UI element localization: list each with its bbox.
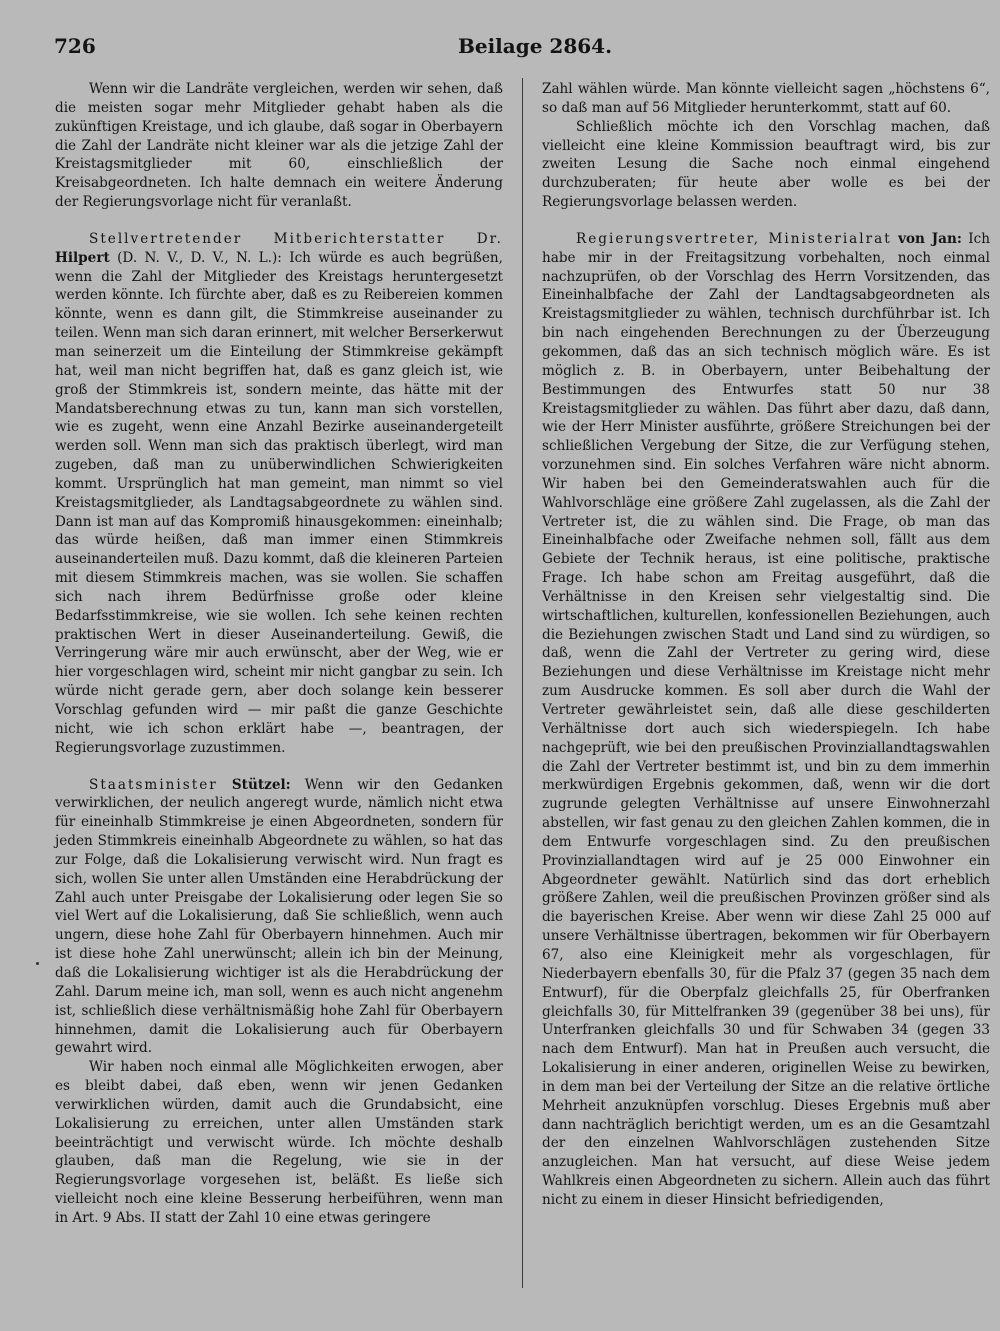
speaker-name: Hilpert <box>55 249 110 266</box>
page-title: Beilage 2864. <box>457 34 613 58</box>
paragraph: Schließlich möchte ich den Vorschlag machen, daß vielleicht eine kleine Kommission beauftragt wird, bis zur zweiten Lesung die Sache noch einmal eingehend durchzuberaten; für heute aber wolle es bei der Regierungsvorlage belassen werden. <box>542 118 990 211</box>
paragraph-gap <box>55 758 503 776</box>
right-column <box>542 80 990 1210</box>
speech-paragraph <box>55 230 503 758</box>
speaker-name: Stützel: <box>231 776 291 793</box>
print-speck <box>36 962 39 965</box>
speech-paragraph <box>55 776 503 1059</box>
speech-text: Wenn wir den Gedanken verwirklichen, der neulich angeregt wurde, nämlich nicht etwa für eineinhalb Stimmkreise je einen Abgeordneten, sondern für jeden Stimmkreis eineinhalb Abgeordnete zu wählen, so hat das zur Folge, daß die Lokalisierung verwischt wird. Nun fragt es sich, wollen Sie unter allen Umständen eine Herabdrückung der Zahl auch unter Preisgabe der Lokalisierung oder legen Sie so viel Wert auf die Lokalisierung, daß Sie schließlich, wenn auch ungern, diese hohe Zahl für Oberbayern hinnehmen. Auch mir ist diese hohe Zahl unerwünscht; allein ich bin der Meinung, daß die Lokalisierung wichtiger ist als die Herabdrückung der Zahl. Darum meine ich, man soll, wenn es auch nicht angenehm ist, schließlich diese verhältnismäßig hohe Zahl für Oberbayern hinnehmen, damit die Lokalisierung auch für Oberbayern gewahrt wird. <box>55 776 503 1057</box>
paragraph: Zahl wählen würde. Man könnte vielleicht sagen „höchstens 6“, so daß man auf 56 Mitglieder herunterkommt, statt auf 60. <box>542 81 990 116</box>
paragraph: Wenn wir die Landräte vergleichen, werden wir sehen, daß die meisten sogar mehr Mitglieder gehabt haben als die zukünftigen Kreistage, und ich glaube, daß sogar in Oberbayern die Zahl der Landräte nicht kleiner war als die jetzige Zahl der Kreistagsmitglieder mit 60, einschließlich der Kreisabgeordneten. Ich halte demnach ein weitere Änderung der Regierungsvorlage nicht für veranlaßt. <box>55 81 503 211</box>
paragraph: Wir haben noch einmal alle Möglichkeiten erwogen, aber es bleibt dabei, daß eben, wenn wir jenen Gedanken verwirklichen würden, damit auch die Grundabsicht, eine Lokalisierung zu erreichen, unter allen Umständen stark beeinträchtigt und verwischt würde. Ich möchte deshalb glauben, daß man die Regelung, wie sie in der Regierungsvorlage vorgesehen ist, beläßt. Es ließe sich vielleicht noch eine kleine Besserung herbeiführen, wenn man in Art. 9 Abs. II statt der Zahl 10 eine etwas geringere <box>55 1059 503 1226</box>
speech-text: Ich habe mir in der Freitagsitzung vorbehalten, noch einmal nachzuprüfen, ob der Vorschlag des Herrn Vorsitzenden, das Eineinhalbfache der Zahl der Landtagsabgeordneten als Kreistagsmitglieder zu wählen, technisch durchführbar ist. Ich bin nach eingehenden Berechnungen zu der Überzeugung gekommen, daß das an sich technisch möglich wäre. Es ist möglich z. B. in Oberbayern, unter Beibehaltung der Bestimmungen des Entwurfes statt 50 nur 38 Kreistagsmitglieder zu wählen. Das führt aber dazu, daß dann, wie der Herr Minister ausführte, größere Streichungen bei der schließlichen Vergebung der Sitze, die zur Verfügung stehen, vorzunehmen sind. Ein solches Verfahren wäre nicht abnorm. Wir haben bei den Gemeinderatswahlen auch für die Wahlvorschläge eine größere Zahl zugelassen, als die Zahl der Vertreter ist, die zu wählen sind. Die Frage, ob man das Eineinhalbfache oder Zweifache nehmen soll, fällt aus dem Gebiete der Technik heraus, ist eine politische, praktische Frage. Ich habe schon am Freitag ausgeführt, daß die Verhältnisse in den Kreisen sehr vielgestaltig sind. Die wirtschaftlichen, kulturellen, konfessionellen Beziehungen, auch die Beziehungen zwischen Stadt und Land sind zu würdigen, so daß, wenn die Zahl der Vertreter zu gering wird, diese Beziehungen und diese Verhältnisse im Kreistage nicht mehr zum Ausdrucke kommen. Es soll aber durch die Wahl der Vertreter gewährleistet sein, daß alle diese geschilderten Verhältnisse dort auch sich wiederspiegeln. Ich habe nachgeprüft, wie bei den preußischen Provinziallandtagswahlen die Zahl der Vertreter bestimmt ist, und bin zu dem immerhin merkwürdigen Ergebnis gekommen, daß, wenn wir die dort zugrunde gelegten Verhältnisse auf unsere Einwohnerzahl abstellen, wir fast genau zu den gleichen Zahlen kommen, die in dem Entwurfe vorgeschlagen sind. Zu den preußischen Provinziallandtagen wird auf je 25 000 Einwohner ein Abgeordneter gewählt. Natürlich sind das dort erheblich größere Zahlen, weil die preußischen Provinzen größer sind als die bayerischen Kreise. Aber wenn wir diese Zahl 25 000 auf unsere Verhältnisse übertragen, bekommen wir für Oberbayern 67, also eine Kleinigkeit mehr als vorgeschlagen, für Niederbayern ebenfalls 30, für die Pfalz 37 (gegen 35 nach dem Entwurf), für die Oberpfalz gleichfalls 25, für Oberfranken gleichfalls 30, für Mittelfranken 39 (gegenüber 38 bei uns), für Unterfranken gleichfalls 30 und für Schwaben 34 (gegen 33 nach dem Entwurf). Man hat in Preußen auch versucht, die Lokalisierung in einer anderen, originellen Weise zu bewirken, in dem man bei der Verteilung der Sitze an die relative örtliche Mehrheit anzuknüpfen vorschlug. Dieses Ergebnis muß aber dann nachträglich berichtigt werden, um es an die Gesamtzahl der den einzelnen Wahlvorschlägen zustehenden Sitze anzugleichen. Man hat versucht, auf diese Weise jedem Wahlkreis einen Abgeordneten zu sichern. Allein auch das führt nicht zu einem in dieser Hinsicht befriedigenden, <box>542 230 990 1208</box>
page-header <box>54 34 976 64</box>
paragraph-gap <box>542 212 990 230</box>
speaker-role: Regierungsvertreter, Ministerialrat <box>576 230 892 247</box>
speaker-role: Staatsminister <box>89 776 218 793</box>
speaker-role: Stellvertretender Mitberichterstatter Dr. <box>89 230 503 247</box>
speaker-name: von Jan: <box>898 230 962 247</box>
paragraph-gap <box>55 212 503 230</box>
left-column <box>55 80 503 1228</box>
column-divider <box>522 78 523 1288</box>
page-number: 726 <box>54 34 96 58</box>
speech-text: (D. N. V., D. V., N. L.): Ich würde es auch begrüßen, wenn die Zahl der Mitglieder des Kreistags heruntergesetzt werden könnte. Ich fürchte aber, daß es zu Reibereien kommen könnte, wenn es dann gilt, die Stimmkreise auseinander zu teilen. Wenn man sich daran erinnert, mit welcher Berserkerwut man seinerzeit um die Einteilung der Stimmkreise gekämpft hat, weil man nicht begriffen hat, daß es ganz gleich ist, wie groß der Stimmkreis ist, sondern meinte, das hätte mit der Mandatsberechnung etwas zu tun, kann man sich vorstellen, wie es zugeht, wenn eine Anzahl Bezirke auseinandergeteilt werden soll. Wenn man sich das praktisch überlegt, wird man zugeben, daß man zu unüberwindlichen Schwierigkeiten kommt. Ursprünglich hat man gemeint, man nimmt so viel Kreistagsmitglieder, als Landtagsabgeordnete zu wählen sind. Dann ist man auf das Kompromiß hinausgekommen: eineinhalb; das würde heißen, daß man immer einen Stimmkreis auseinanderteilen muß. Dazu kommt, daß die kleineren Parteien mit diesem Stimmkreis machen, was sie wollen. Sie schaffen sich nach ihrem Bedürfnisse große oder kleine Bedarfsstimmkreise, wie sie wollen. Ich sehe keinen rechten praktischen Wert in dieser Auseinanderteilung. Gewiß, die Verringerung wäre mir auch erwünscht, aber der Weg, wie er hier vorgeschlagen wird, scheint mir nicht gangbar zu sein. Ich würde nicht gerade gern, aber doch solange kein besserer Vorschlag gefunden wird — mir paßt die ganze Geschichte nicht, wie ich schon erklärt habe —, beantragen, der Regierungsvorlage zuzustimmen. <box>55 249 503 756</box>
speech-paragraph <box>542 230 990 1210</box>
